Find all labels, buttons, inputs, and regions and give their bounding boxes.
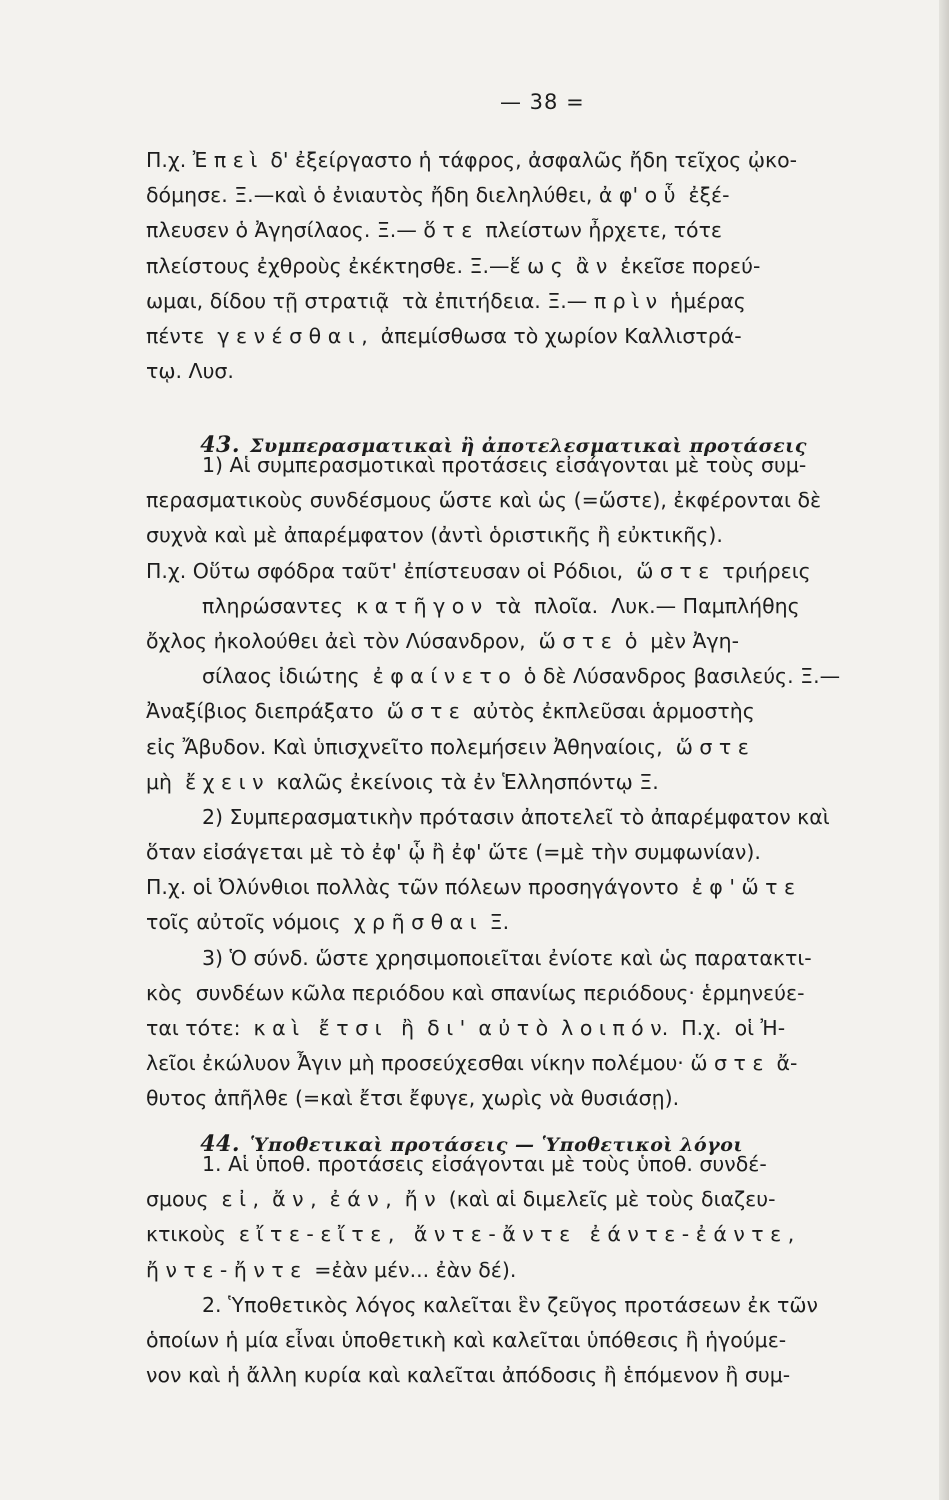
text-line: περασματικοὺς συνδέσμους ὥστε καὶ ὡς (=ὥστε), ἐκφέρονται δὲ	[146, 488, 822, 513]
text-line: μὴ ἔ χ ε ι ν καλῶς ἐκείνοις τὰ ἐν Ἑλλησπόντῳ Ξ.	[146, 769, 659, 794]
text-line: κὸς συνδέων κῶλα περιόδου καὶ σπανίως περιόδους· ἑρμηνεύε-	[146, 980, 805, 1005]
section-43-title: Συμπερασματικαὶ ἢ ἀποτελεσματικαὶ προτάσεις	[250, 435, 807, 457]
text-line: σμους ε ἰ , ἄ ν , ἐ ά ν , ἤ ν (καὶ αἱ διμελεῖς μὲ τοὺς διαζευ-	[146, 1187, 776, 1212]
text-line: ὁποίων ἡ μία εἶναι ὑποθετικὴ καὶ καλεῖται ὑπόθεσις ἢ ἡγούμε-	[146, 1327, 787, 1352]
text-line: νον καὶ ἡ ἄλλη κυρία καὶ καλεῖται ἀπόδοσις ἢ ἑπόμενον ἢ συμ-	[146, 1363, 791, 1388]
section-43-heading	[186, 393, 949, 458]
section-43-number: 43.	[200, 432, 241, 458]
text-line: πλευσεν ὁ Ἀγησίλαος. Ξ.— ὅ τ ε πλείστων ἦρχετε, τότε	[146, 218, 723, 243]
text-line: εἰς Ἄβυδον. Καὶ ὑπισχνεῖτο πολεμήσειν Ἀθηναίοις, ὥ σ τ ε	[146, 734, 749, 759]
text-line: πέντε γ ε ν έ σ θ α ι , ἀπεμίσθωσα τὸ χωρίον Καλλιστρά-	[146, 323, 742, 348]
text-line: πλείστους ἐχθροὺς ἐκέκτησθε. Ξ.—ἕ ω ς ἂ ν ἐκεῖσε πορεύ-	[146, 253, 761, 278]
text-line: 1) Αἱ συμπερασμοτικαὶ προτάσεις εἰσάγονται μὲ τοὺς συμ-	[202, 453, 807, 477]
section-44-body	[146, 1147, 926, 1393]
text-line: ται τότε: κ α ὶ ἔ τ σ ι ἢ δ ι ' α ὐ τ ὸ λ ο ι π ό ν. Π.χ. οἱ Ἠ-	[146, 1016, 786, 1040]
text-line: συχνὰ καὶ μὲ ἀπαρέμφατον (ἀντὶ ὁριστικῆς ἢ εὐκτικῆς).	[146, 523, 723, 548]
text-line: 1. Αἱ ὑποθ. προτάσεις εἰσάγονται μὲ τοὺς ὑποθ. συνδέ-	[202, 1152, 767, 1176]
section-44-title: Ὑποθετικαὶ προτάσεις — Ὑποθετικοὶ λόγοι	[250, 1134, 744, 1156]
text-line: δόμησε. Ξ.—καὶ ὁ ἐνιαυτὸς ἤδη διεληλύθει, ἀ φ' ο ὗ ἐξέ-	[146, 183, 730, 208]
text-line: Π.χ. οἱ Ὀλύνθιοι πολλὰς τῶν πόλεων προσηγάγοντο ἐ φ ' ὥ τ ε	[146, 875, 796, 900]
text-line: Π.χ. Οὕτω σφόδρα ταῦτ' ἐπίστευσαν οἱ Ρόδιοι, ὥ σ τ ε τριήρεις	[146, 558, 811, 583]
text-line: 2) Συμπερασματικὴν πρότασιν ἀποτελεῖ τὸ ἀπαρέμφατον καὶ	[202, 804, 830, 829]
text-line: Π.χ. Ἐ π ε ὶ δ' ἐξείργαστο ἡ τάφρος, ἀσφαλῶς ἤδη τεῖχος ᾠκο-	[146, 148, 798, 172]
text-line: 2. Ὑποθετικὸς λόγος καλεῖται ἓν ζεῦγος προτάσεων ἐκ τῶν	[202, 1292, 819, 1317]
section-44-heading	[186, 1092, 949, 1157]
text-line: λεῖοι ἐκώλυον Ἆγιν μὴ προσεύχεσθαι νίκην πολέμου· ὥ σ τ ε ἄ-	[146, 1051, 798, 1076]
text-line: Ἀναξίβιος διεπράξατο ὥ σ τ ε αὐτὸς ἐκπλεῦσαι ἁρμοστὴς	[146, 699, 755, 724]
text-line: ἤ ν τ ε - ἤ ν τ ε =ἐὰν μέν... ἐὰν δέ).	[146, 1257, 517, 1282]
intro-examples-paragraph	[146, 143, 926, 389]
text-line: τοῖς αὐτοῖς νόμοις χ ρ ῆ σ θ α ι Ξ.	[146, 910, 510, 935]
page-number: — 38 =	[500, 90, 585, 114]
text-line: τῳ. Λυσ.	[146, 359, 234, 384]
section-43-body	[146, 448, 926, 1117]
text-line: 3) Ὁ σύνδ. ὥστε χρησιμοποιεῖται ἐνίοτε καὶ ὡς παρατακτι-	[202, 945, 812, 970]
text-line: κτικοὺς ε ἴ τ ε - ε ἴ τ ε , ἄ ν τ ε - ἄ ν τ ε ἐ ά ν τ ε - ἐ ά ν τ ε ,	[146, 1222, 795, 1247]
text-line: ὄχλος ἠκολούθει ἀεὶ τὸν Λύσανδρον, ὥ σ τ ε ὁ μὲν Ἀγη-	[146, 628, 740, 653]
section-44-number: 44.	[200, 1131, 241, 1157]
text-line: πληρώσαντες κ α τ ῆ γ ο ν τὰ πλοῖα. Λυκ.— Παμπλήθης	[202, 593, 800, 618]
text-line: ὅταν εἰσάγεται μὲ τὸ ἐφ' ᾧ ἢ ἐφ' ὥτε (=μὲ τὴν συμφωνίαν).	[146, 840, 761, 865]
text-line: ωμαι, δίδου τῇ στρατιᾷ τὰ ἐπιτήδεια. Ξ.— π ρ ὶ ν ἡμέρας	[146, 288, 746, 313]
text-line: σίλαος ἰδιώτης ἐ φ α ί ν ε τ ο ὁ δὲ Λύσανδρος βασιλεύς. Ξ.—	[202, 664, 841, 689]
text-line: θυτος ἀπῆλθε (=καὶ ἔτσι ἔφυγε, χωρὶς νὰ θυσιάσῃ).	[146, 1086, 680, 1111]
page-edge	[939, 0, 949, 1500]
